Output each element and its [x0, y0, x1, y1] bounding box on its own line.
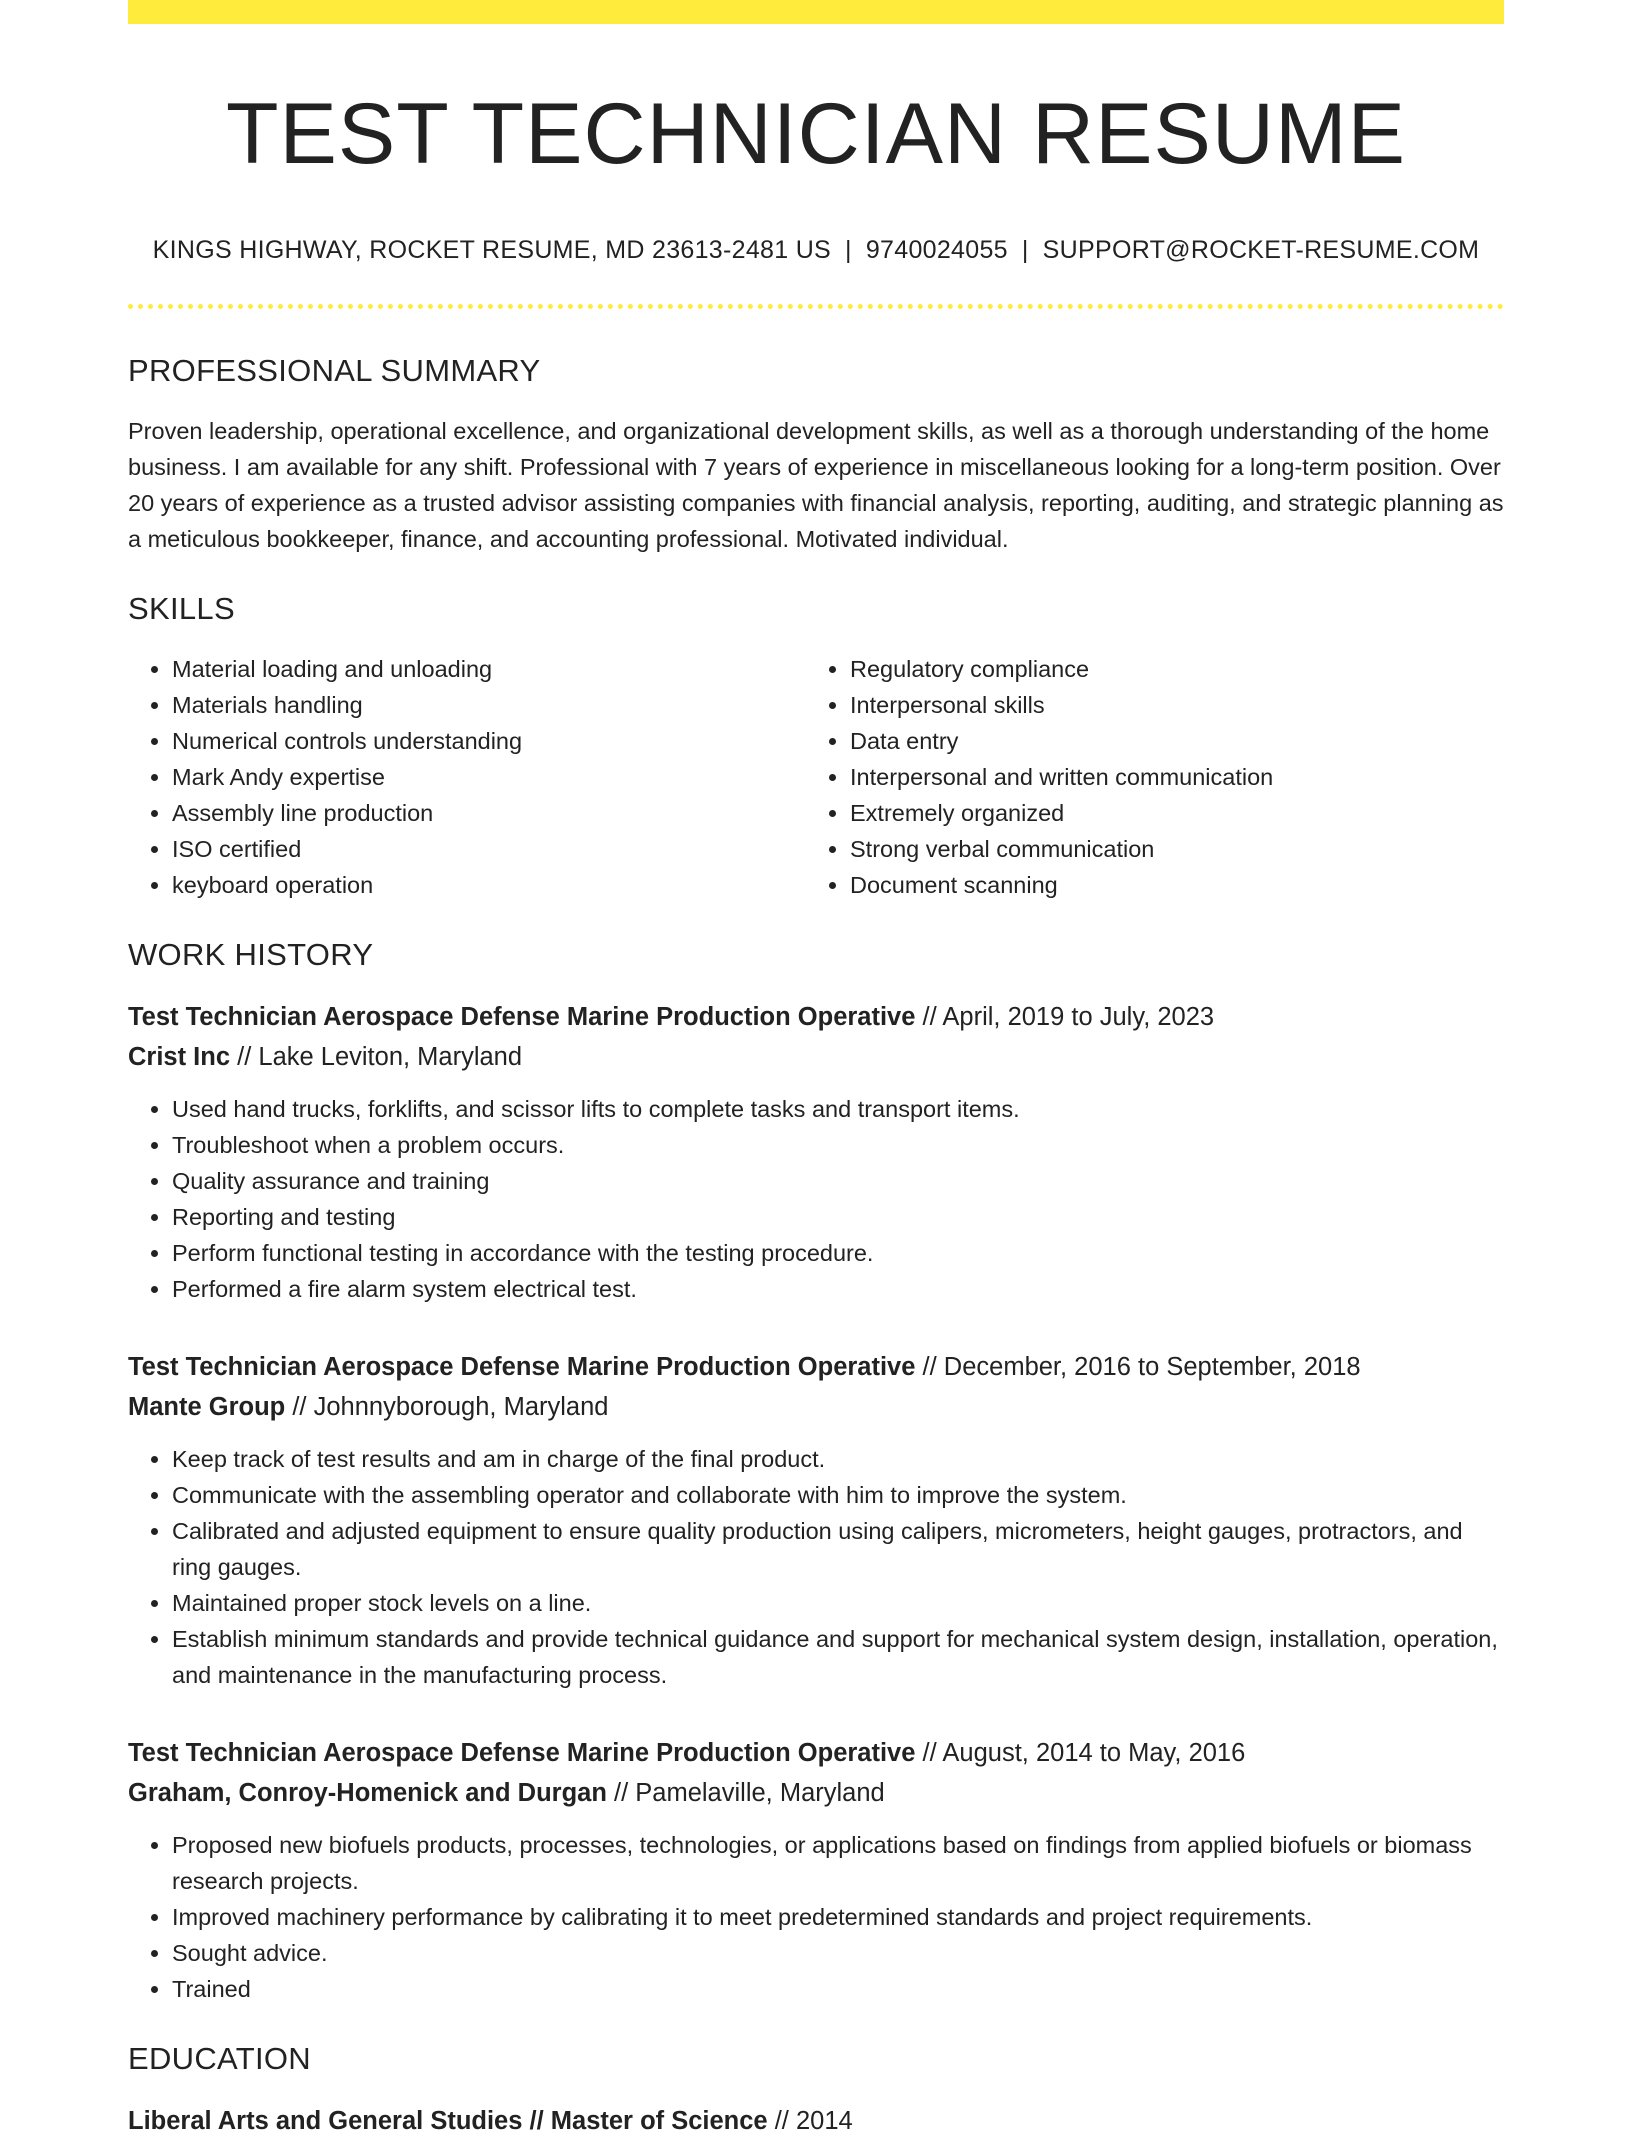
delimiter: //: [292, 1393, 307, 1421]
job-dates: April, 2019 to July, 2023: [942, 1003, 1215, 1031]
job-bullet: • Keep track of test results and am in charge of the final product.: [172, 1441, 1504, 1477]
summary-heading: PROFESSIONAL SUMMARY: [128, 353, 541, 388]
delimiter: //: [922, 1003, 937, 1031]
job-entry: [128, 1733, 1504, 2007]
contact-address: KINGS HIGHWAY, ROCKET RESUME, MD 23613-2481 US: [152, 236, 832, 264]
job-dates: August, 2014 to May, 2016: [942, 1739, 1246, 1767]
contact-line: [128, 234, 1504, 266]
skill-item: • Numerical controls understanding: [172, 723, 806, 759]
job-company-line: [128, 1037, 1504, 1077]
skill-item: • Interpersonal skills: [850, 687, 1484, 723]
job-location: Pamelaville, Maryland: [635, 1779, 885, 1807]
job-company-line: [128, 1387, 1504, 1427]
skills-list-left: [128, 651, 806, 903]
job-bullet: • Performed a fire alarm system electrical test.: [172, 1271, 1504, 1307]
job-bullet: • Reporting and testing: [172, 1199, 1504, 1235]
job-bullet: • Communicate with the assembling operator and collaborate with him to improve the system.: [172, 1477, 1504, 1513]
job-bullet: • Perform functional testing in accordance with the testing procedure.: [172, 1235, 1504, 1271]
education-entry: [128, 2101, 1504, 2141]
job-entry: [128, 997, 1504, 1307]
education-field: Liberal Arts and General Studies: [128, 2107, 523, 2135]
job-company: Graham, Conroy-Homenick and Durgan: [128, 1779, 607, 1807]
job-bullet: • Quality assurance and training: [172, 1163, 1504, 1199]
skills-columns: [128, 651, 1504, 903]
skill-item: • Regulatory compliance: [850, 651, 1484, 687]
delimiter: //: [922, 1353, 937, 1381]
resume-title: TEST TECHNICIAN RESUME: [226, 86, 1406, 182]
job-bullet: • Maintained proper stock levels on a line.: [172, 1585, 1504, 1621]
skill-item: • Assembly line production: [172, 795, 806, 831]
top-accent-bar: [128, 0, 1504, 24]
job-entry: [128, 1347, 1504, 1693]
job-title: Test Technician Aerospace Defense Marine Production Operative: [128, 1353, 916, 1381]
skill-item: • Interpersonal and written communication: [850, 759, 1484, 795]
job-title-line: [128, 1733, 1504, 1773]
delimiter: //: [529, 2107, 544, 2135]
education-degree: Master of Science: [550, 2107, 768, 2135]
skill-item: • Materials handling: [172, 687, 806, 723]
skill-item: • Data entry: [850, 723, 1484, 759]
skill-item: • Material loading and unloading: [172, 651, 806, 687]
job-title-line: [128, 997, 1504, 1037]
job-bullet: • Calibrated and adjusted equipment to ensure quality production using calipers, micrometers, height gauges, protractors, and ring gauges.: [172, 1513, 1504, 1585]
delimiter: //: [237, 1043, 252, 1071]
job-bullets: [128, 1441, 1504, 1693]
job-location: Johnnyborough, Maryland: [313, 1393, 609, 1421]
skill-item: • Strong verbal communication: [850, 831, 1484, 867]
skills-list-right: [806, 651, 1484, 903]
work-history-heading: WORK HISTORY: [128, 937, 374, 972]
contact-separator: |: [845, 236, 852, 264]
education-heading: EDUCATION: [128, 2041, 311, 2076]
job-bullet: • Trained: [172, 1971, 1504, 2007]
skill-item: • Document scanning: [850, 867, 1484, 903]
delimiter: //: [614, 1779, 629, 1807]
contact-phone: 9740024055: [865, 236, 1008, 264]
resume-content: [128, 24, 1504, 2141]
job-bullet: • Proposed new biofuels products, processes, technologies, or applications based on findings from applied biofuels or biomass research projects.: [172, 1827, 1504, 1899]
skill-item: • Extremely organized: [850, 795, 1484, 831]
skills-heading: SKILLS: [128, 591, 235, 626]
job-bullet: • Troubleshoot when a problem occurs.: [172, 1127, 1504, 1163]
skill-item: • keyboard operation: [172, 867, 806, 903]
job-bullet: • Establish minimum standards and provide technical guidance and support for mechanical system design, installation, operation, and maintenance in the manufacturing process.: [172, 1621, 1504, 1693]
contact-separator: |: [1021, 236, 1029, 264]
job-title: Test Technician Aerospace Defense Marine Production Operative: [128, 1003, 916, 1031]
job-bullet: • Used hand trucks, forklifts, and scissor lifts to complete tasks and transport items.: [172, 1091, 1504, 1127]
job-bullet: • Improved machinery performance by calibrating it to meet predetermined standards and project requirements.: [172, 1899, 1504, 1935]
job-dates: December, 2016 to September, 2018: [943, 1353, 1361, 1381]
dotted-divider: [128, 304, 1504, 309]
job-title-line: [128, 1347, 1504, 1387]
job-bullet: • Sought advice.: [172, 1935, 1504, 1971]
job-bullets: [128, 1091, 1504, 1307]
skill-item: • ISO certified: [172, 831, 806, 867]
skill-item: • Mark Andy expertise: [172, 759, 806, 795]
contact-email: SUPPORT@ROCKET-RESUME.COM: [1042, 236, 1480, 264]
delimiter: //: [774, 2107, 789, 2135]
summary-text: Proven leadership, operational excellence, and organizational development skills, as well as a thorough understanding of the home business. I am available for any shift. Professional with 7 years of experience in miscellaneous looking for a long-term position. Over 20 years of experience as a trusted advisor assisting companies with financial analysis, reporting, auditing, and strategic planning as a meticulous bookkeeper, finance, and accounting professional. Motivated individual.: [128, 418, 1504, 552]
education-year: 2014: [795, 2107, 853, 2135]
job-company: Mante Group: [128, 1393, 286, 1421]
delimiter: //: [922, 1739, 937, 1767]
job-location: Lake Leviton, Maryland: [258, 1043, 523, 1071]
job-title: Test Technician Aerospace Defense Marine Production Operative: [128, 1739, 916, 1767]
job-company-line: [128, 1773, 1504, 1813]
job-company: Crist Inc: [128, 1043, 231, 1071]
job-bullets: [128, 1827, 1504, 2007]
